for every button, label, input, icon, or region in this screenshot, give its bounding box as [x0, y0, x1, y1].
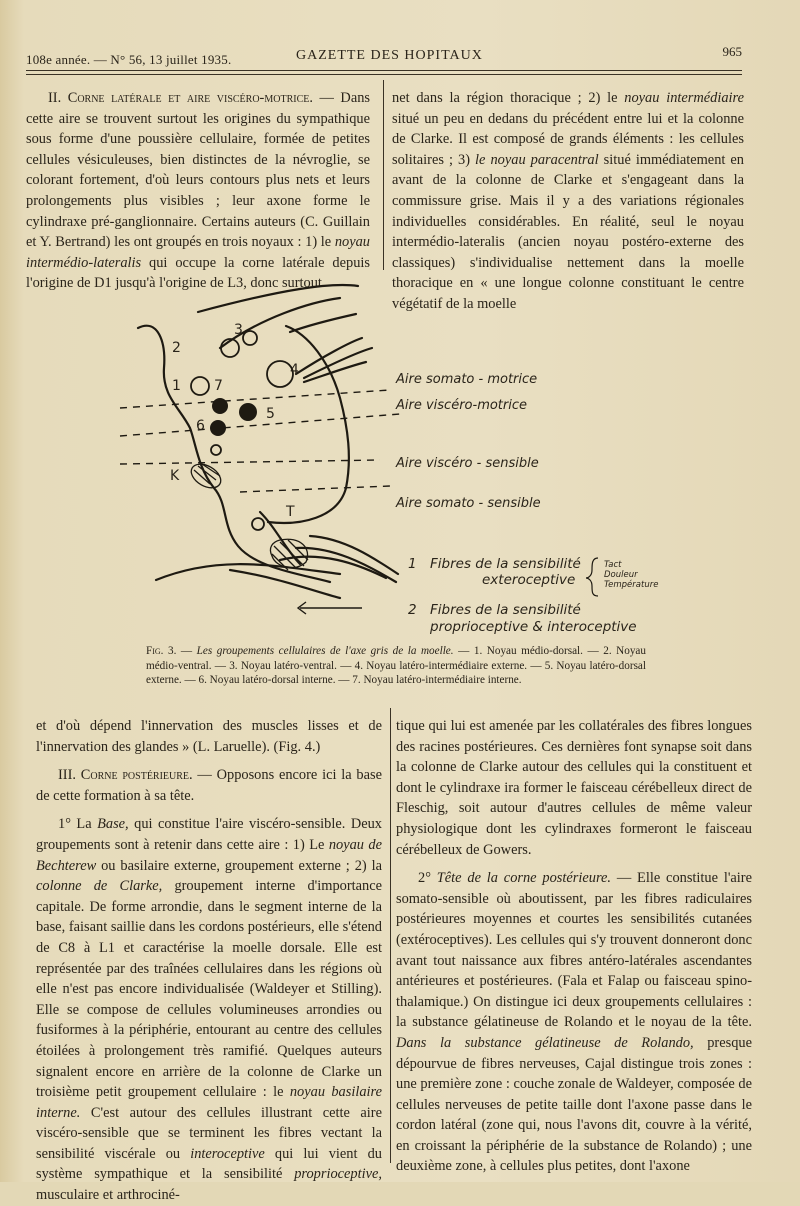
label-number-3: 3 — [234, 322, 243, 338]
running-head — [26, 44, 742, 72]
legend-1-line2: exteroceptive — [482, 572, 576, 588]
legend-1-number: 1 — [408, 556, 417, 572]
section-heading-corne-laterale: II. Corne latérale et aire viscéro-motrice. — — [48, 90, 334, 106]
body-text: 1° La — [58, 816, 98, 833]
legend-douleur: Douleur — [604, 570, 638, 580]
term-noyau-intermedio-lateralis: noyau intermédio-lateralis — [26, 234, 370, 271]
page-number: 965 — [722, 44, 742, 59]
term-noyau-basilaire-interne: noyau basilaire interne. — [36, 1084, 382, 1121]
label-aire-somato-motrice: Aire somato - motrice — [396, 372, 538, 387]
body-text: Dans cette aire se trouvent surtout les origines du sympathique sous forme d'une poussière cellulaire, formée de petites cellules vésiculeuses, bien distinctes de la névroglie, se colorant fortement, d'où leurs contours plus nets et leurs prolongements plus visibles ; leur axone forme le cylindraxe pré-ganglionnaire. Certains auteurs (C. Guillain et Y. Bertrand) les ont groupés en trois noyaux : 1) le — [26, 90, 370, 251]
lateral-outline — [268, 326, 349, 523]
body-text: presque dépourvue de fibres nerveuses, Cajal distingue trois zones : une première zone : couche zonale de Waldeyer, composée de cellules nerveuses de petite taille dont l'axone passe dans le cordon latéral (zone qui, nous l'avons dit, couvre à la vérité, en croissant la périphérie de la substance de Rolando) ; une deuxième zone, à cellules plus petites, dont l'axone — [396, 1034, 752, 1175]
label-number-7: 7 — [214, 378, 223, 394]
legend-1-line1: Fibres de la sensibilité — [430, 556, 581, 572]
legend-tact: Tact — [604, 560, 622, 570]
label-aire-viscero-sensible: Aire viscéro - sensible — [396, 456, 539, 471]
label-aire-somato-sensible: Aire somato - sensible — [396, 496, 541, 511]
term-colonne-clarke: colonne de Clarke, — [36, 878, 163, 895]
caption-label: Fig. 3. — [146, 645, 177, 657]
term-proprioceptive: proprioceptive, — [294, 1166, 382, 1183]
small-nucleus — [252, 518, 264, 530]
body-text: qui occupe la corne latérale depuis l'origine de D1 jusqu'à l'origine de L3, donc surtout — [26, 254, 370, 292]
dashed-line-somato-motrice — [120, 390, 390, 408]
paragraph-continuation: et d'où dépend l'innervation des muscles lisses et de l'innervation des glandes » (L. Laruelle). (Fig. 4.) — [36, 718, 382, 755]
body-text: situé un peu en dedans du précédent entre lui et la colonne de Clarke. Il est composé de grands éléments : les cellules solitaires ; 3) — [392, 110, 744, 168]
nucleus-1-circle — [191, 377, 209, 395]
dashed-line-viscero-sensible — [120, 460, 380, 464]
section-heading-corne-posterieure: III. Corne postérieure. — [58, 767, 193, 784]
figure-caption: Fig. 3. — Les groupements cellulaires de l'axe gris de la moelle. — 1. Noyau médio-dorsal. — 2. Noyau médio-ventral. — 3. Noyau latéro-ventral. — 4. Noyau latéro-intermédiaire externe. — 5. Noyau latéro-dorsal externe. — 6. Noyau latéro-dorsal interne. — 7. Noyau latéro-intermédiaire interne. — [146, 645, 646, 686]
term-base: Base, — [97, 816, 129, 833]
body-text: ou basilaire externe, groupement externe ; 2) la — [96, 857, 382, 874]
term-noyau-paracentral: le noyau paracentral — [475, 151, 599, 168]
body-text: — Opposons encore ici la base de cette formation à sa tête. — [36, 767, 382, 804]
label-number-1: 1 — [172, 378, 181, 394]
body-text: musculaire et arthrociné- — [36, 1187, 180, 1204]
term-noyau-bechterew: noyau de Bechterew — [36, 836, 382, 874]
legend-temperature: Température — [604, 580, 659, 590]
label-t: T — [286, 504, 295, 520]
body-text: groupement interne d'importance capitale. De forme arrondie, dans le segment interne de la base, faisant saillie dans les cordons postérieurs, elle s'étend de C8 à L1 et caractérise la moelle dorsale. Elle est représentée par des traînées cellulaires dans les régions où elle n'est pas encore individualisée (Waldeyer et Stilling). Elle se compose de cellules volumineuses arrondies ou fusiformes à la périphérie, entourant au centre des cellules étoilées à prolongement très ramifié. Quelques auteurs signalent encore en arrière de la colonne de Clarke un troisième petit groupement cellulaire : le — [36, 878, 382, 1101]
nucleus-3-circle — [243, 331, 257, 345]
header-rule — [26, 70, 742, 71]
figure-3 — [100, 278, 700, 648]
nucleus-6-dot — [210, 420, 226, 436]
body-text: net dans la région thoracique ; 2) le — [392, 90, 625, 106]
nucleus-o — [211, 445, 221, 455]
column-divider-top — [383, 80, 384, 270]
left-column-top — [26, 88, 370, 294]
body-text: qui lui vient du système sympathique et la sensibilité — [36, 1145, 382, 1183]
body-text: — Elle constitue l'aire somato-sensible où aboutissent, par les fibres radiculaires postérieures moyennes et courtes les sensibilités cutanées (extéroceptives). Les cellules qui s'y trouvent donneront donc avant tout naissance aux fibres antéro-latérales ascendantes antérieures et postérieures. (Fala et Falap ou faisceau spino-thalamique.) On distingue ici deux groupements cellulaires : la substance gélatineuse de Rolando et le noyau de la tête. — [396, 870, 752, 1031]
term-tete-corne-posterieure: Tête de la corne postérieure. — [436, 870, 612, 887]
legend-2-number: 2 — [408, 602, 417, 618]
legend-2-line1: Fibres de la sensibilité — [430, 602, 581, 618]
label-k: K — [170, 468, 180, 484]
nucleus-5-dot — [239, 403, 257, 421]
legend-2-line2: proprioceptive & interoceptive — [430, 619, 637, 635]
legend-1-sublist — [604, 560, 658, 590]
label-number-6: 6 — [196, 418, 205, 434]
dashed-line-somato-sensible — [240, 486, 390, 492]
caption-title: Les groupements cellulaires de l'axe gris de la moelle. — [196, 645, 454, 657]
issue-info: 108e année. — N° 56, 13 juillet 1935. — [26, 52, 232, 67]
column-divider-bottom — [390, 708, 391, 1163]
label-number-2: 2 — [172, 340, 181, 356]
dashed-line-viscero-motrice — [120, 414, 400, 436]
left-column-bottom — [36, 716, 382, 1206]
caption-text: — 1. Noyau médio-dorsal. — 2. Noyau médio-ventral. — 3. Noyau latéro-ventral. — 4. Noyau latéro-intermédiaire externe. — 5. Noyau latéro-dorsal externe. — 6. Noyau latéro-dorsal interne. — 7. Noyau latéro-intermédiaire interne. — [146, 645, 646, 686]
label-number-5: 5 — [266, 406, 275, 422]
term-interoceptive: interoceptive — [190, 1145, 265, 1162]
body-text: 2° — [418, 870, 437, 887]
body-text: C'est autour des cellules illustrant cette aire viscéro-sensible que se terminent les fibres vectant la sensibilité viscérale ou — [36, 1104, 382, 1162]
journal-title: GAZETTE DES HOPITAUX — [296, 48, 483, 63]
term-substance-gelatineuse: Dans la substance gélatineuse de Rolando, — [396, 1034, 694, 1051]
paragraph-continuation: tique qui lui est amenée par les collatérales des fibres longues des racines postérieures. Ces dernières font synapse soit dans la colonne de Clarke autour des cellules qui la constituent et dont le cylindraxe ira former le faisceau cérébelleux direct de Fleschig, soit autour d'autres cellules de même valeur physiologique dont les cylindraxes formeront le faisceau cérébelleux de Gowers. — [396, 718, 752, 858]
legend-brace — [586, 558, 598, 596]
label-number-4: 4 — [290, 362, 299, 378]
label-aire-viscero-motrice: Aire viscéro-motrice — [396, 398, 528, 413]
body-text: qui constitue l'aire viscéro-sensible. Deux groupements sont à retenir dans cette aire : 1) Le — [36, 816, 382, 853]
term-noyau-intermediaire: noyau intermédiaire — [624, 90, 744, 106]
body-text: situé immédiatement en avant de la colonne de Clarke et s'engageant dans la commissure grise. Mais il y a des variations régionales individuelles considérables. En réalité, seul le noyau intermédio-lateralis (ancien noyau postéro-externe des classiques) s'individualise nettement dans la moelle thoracique en « une longue colonne constituant le centre végétatif de la moelle — [392, 151, 744, 312]
right-column-bottom — [396, 716, 752, 1177]
